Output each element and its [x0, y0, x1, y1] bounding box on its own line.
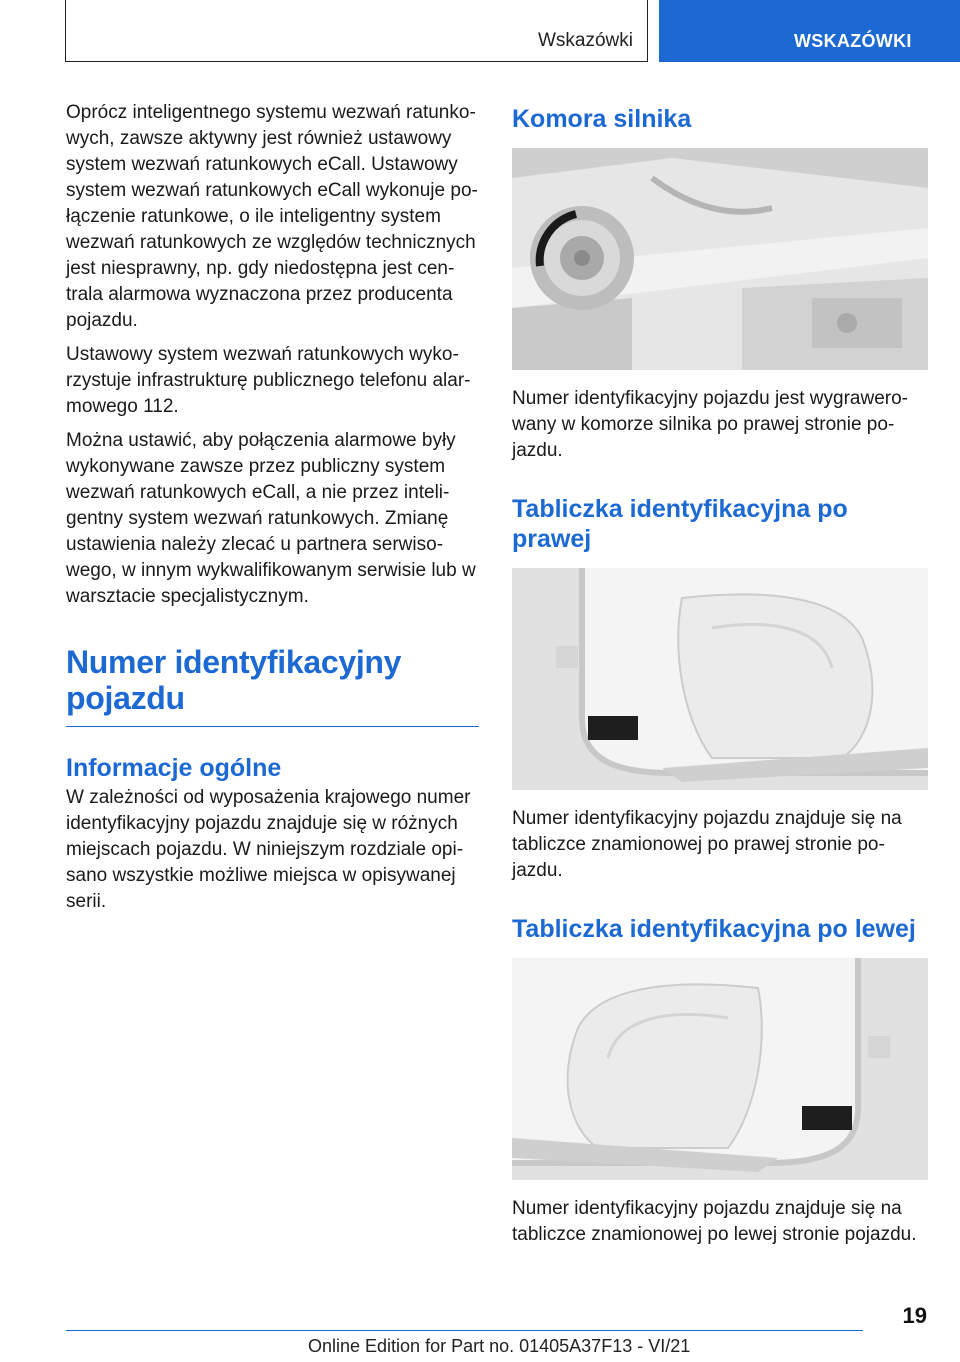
- footer-divider: [66, 1330, 863, 1331]
- subheading-general-info: Informacje ogólne: [66, 754, 282, 782]
- engine-compartment-image: [512, 148, 928, 370]
- page-number: 19: [902, 1303, 927, 1328]
- header-section-title: Wskazówki: [537, 30, 633, 51]
- general-info-paragraph: W zależności od wyposażenia krajowego numer identyfikacyjny pojazdu znajduje się w różnych miejscach pojazdu. W niniejszym rozdziale opisano wszystkie możliwe miejsca w opisywanej serii.: [66, 787, 471, 912]
- engine-compartment-illustration: [512, 148, 928, 370]
- header-section-box: [65, 0, 648, 62]
- left-plate-image: [512, 958, 928, 1180]
- intro-paragraph-3: Można ustawić, aby połączenia alarmowe były wykonywane zawsze przez publiczny system wezwań ratunkowych eCall, a nie przez inteligentny system wezwań ratunkowych. Zmianę ustawienia należy zlecać u partnera serwisowego, w innym wykwalifikowanym serwisie lub w warsztacie specjalistycznym.: [66, 430, 476, 607]
- chapter-tab[interactable]: WSKAZÓWKI: [659, 0, 960, 62]
- right-column: [512, 100, 928, 1248]
- left-door-sill-illustration: [512, 958, 928, 1180]
- subheading-right-plate: Tabliczka identyfikacyjna po prawej: [512, 495, 848, 553]
- engine-compartment-caption: Numer identyfikacyjny pojazdu jest wygrawerowany w komorze silnika po prawej stronie pojazdu.: [512, 388, 908, 461]
- right-plate-image: [512, 568, 928, 790]
- subheading-engine-compartment: Komora silnika: [512, 105, 692, 133]
- left-column: [66, 100, 479, 915]
- left-plate-caption: Numer identyfikacyjny pojazdu znajduje się na tabliczce znamionowej po lewej stronie pojazdu.: [512, 1198, 917, 1245]
- subheading-left-plate: Tabliczka identyfikacyjna po lewej: [512, 915, 916, 943]
- intro-paragraph-1: Oprócz inteligentnego systemu wezwań ratunkowych, zawsze aktywny jest również ustawowy system wezwań ratunkowych eCall. Ustawowy system wezwań ratunkowych eCall wykonuje połączenie ratunkowe, o ile inteligentny system wezwań ratunkowych ze względów technicznych jest niesprawny, np. gdy niedostępna jest centrala alarmowa wyznaczona przez producenta pojazdu.: [66, 102, 478, 331]
- right-door-sill-illustration: [512, 568, 928, 790]
- section-heading-vin: Numer identyfikacyjny pojazdu: [66, 644, 479, 727]
- right-plate-caption: Numer identyfikacyjny pojazdu znajduje się na tabliczce znamionowej po prawej stronie pojazdu.: [512, 808, 902, 881]
- intro-paragraph-2: Ustawowy system wezwań ratunkowych wykorzystuje infrastrukturę publicznego telefonu alarmowego 112.: [66, 344, 471, 417]
- footer-edition-text: Online Edition for Part no. 01405A37F13 - VI/21: [308, 1336, 691, 1356]
